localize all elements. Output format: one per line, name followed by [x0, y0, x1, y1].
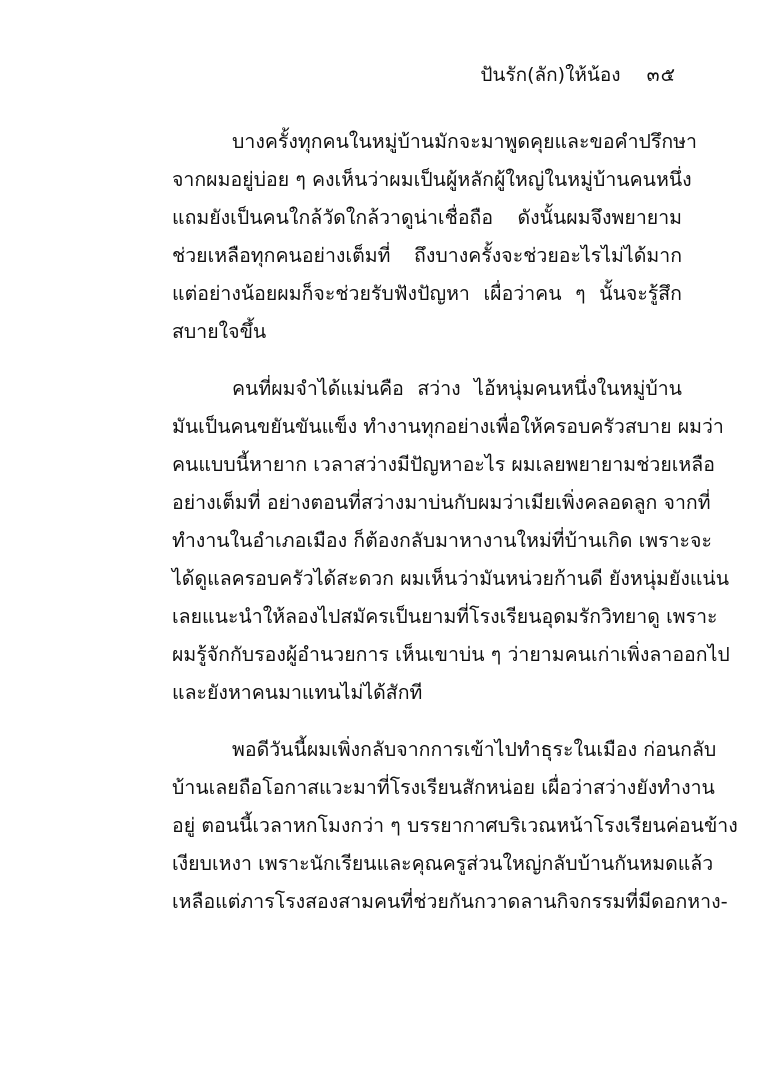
text-line: แต่อย่างน้อยผมก็จะช่วยรับฟังปัญหา เผื่อว่าคน ๆ นั้นจะรู้สึก: [172, 282, 682, 305]
page-header: [480, 60, 676, 90]
page-number: ๓๕: [646, 64, 676, 86]
paragraph-2: [172, 370, 730, 712]
text-line: สบายใจขึ้น: [172, 320, 267, 343]
text-line: ผมรู้จักกับรองผู้อำนวยการ เห็นเขาบ่น ๆ ว่ายามคนเก่าเพิ่งลาออกไป: [172, 643, 730, 666]
text-line: เหลือแต่ภารโรงสองสามคนที่ช่วยกันกวาดลานกิจกรรมที่มีดอกหาง-: [172, 890, 728, 913]
paragraph-3: [172, 731, 738, 921]
body-text: [172, 123, 738, 940]
text-line: เงียบเหงา เพราะนักเรียนและคุณครูส่วนใหญ่กลับบ้านกันหมดแล้ว: [172, 852, 714, 875]
text-line: ทำงานในอำเภอเมือง ก็ต้องกลับมาหางานใหม่ที่บ้านเกิด เพราะจะ: [172, 529, 712, 552]
text-line: และยังหาคนมาแทนไม่ได้สักที: [172, 681, 423, 704]
text-line: พอดีวันนี้ผมเพิ่งกลับจากการเข้าไปทำธุระในเมือง ก่อนกลับ: [232, 738, 717, 761]
text-line: คนที่ผมจำได้แม่นคือ สว่าง ไอ้หนุ่มคนหนึ่งในหมู่บ้าน: [232, 377, 682, 400]
text-line: เลยแนะนำให้ลองไปสมัครเป็นยามที่โรงเรียนอุดมรักวิทยาดู เพราะ: [172, 605, 718, 628]
text-line: มันเป็นคนขยันขันแข็ง ทำงานทุกอย่างเพื่อให้ครอบครัวสบาย ผมว่า: [172, 415, 724, 438]
text-line: บ้านเลยถือโอกาสแวะมาที่โรงเรียนสักหน่อย เผื่อว่าสว่างยังทำงาน: [172, 776, 715, 799]
text-line: บางครั้งทุกคนในหมู่บ้านมักจะมาพูดคุยและขอคำปรึกษา: [232, 130, 697, 153]
paragraph-1: [172, 123, 697, 351]
text-line: ช่วยเหลือทุกคนอย่างเต็มที่ ถึงบางครั้งจะช่วยอะไรไม่ได้มาก: [172, 244, 682, 267]
text-line: แถมยังเป็นคนใกล้วัดใกล้วาดูน่าเชื่อถือ ดังนั้นผมจึงพยายาม: [172, 206, 682, 229]
book-title: ปันรัก(ลัก)ให้น้อง: [480, 64, 621, 86]
text-line: จากผมอยู่บ่อย ๆ คงเห็นว่าผมเป็นผู้หลักผู้ใหญ่ในหมู่บ้านคนหนึ่ง: [172, 168, 692, 191]
text-line: อยู่ ตอนนี้เวลาหกโมงกว่า ๆ บรรยากาศบริเวณหน้าโรงเรียนค่อนข้าง: [172, 814, 738, 837]
text-line: ได้ดูแลครอบครัวได้สะดวก ผมเห็นว่ามันหน่วยก้านดี ยังหนุ่มยังแน่น: [172, 567, 730, 590]
text-line: อย่างเต็มที่ อย่างตอนที่สว่างมาบ่นกับผมว่าเมียเพิ่งคลอดลูก จากที่: [172, 491, 711, 514]
text-line: คนแบบนี้หายาก เวลาสว่างมีปัญหาอะไร ผมเลยพยายามช่วยเหลือ: [172, 453, 715, 476]
